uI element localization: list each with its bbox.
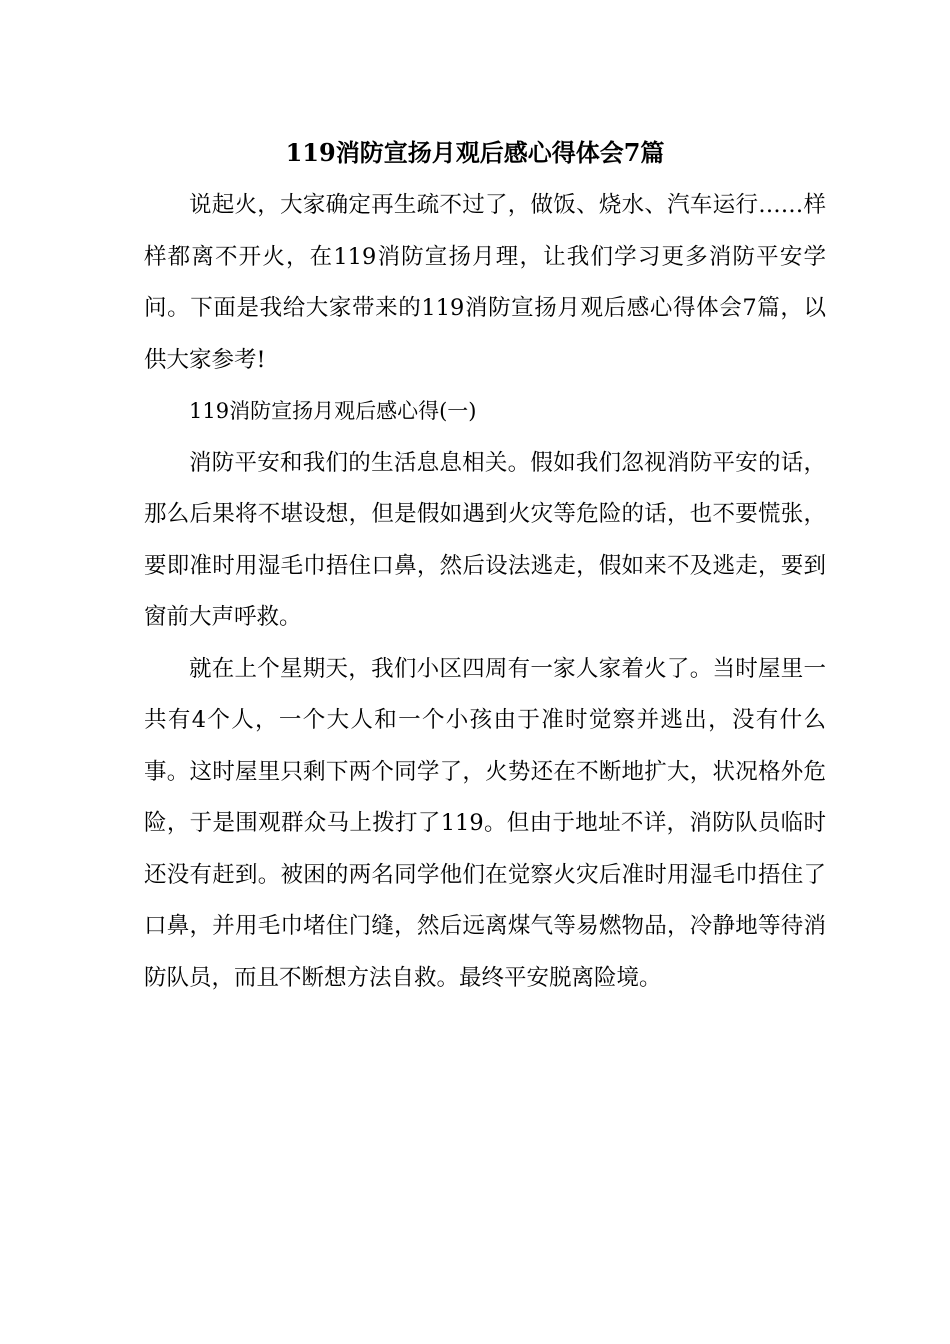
intro-paragraph: 说起火，大家确定再生疏不过了，做饭、烧水、汽车运行……样样都离不开火，在119消防宣扬月理，让我们学习更多消防平安学问。下面是我给大家带来的119消防宣扬月观后感心得体会7篇，以供大家参考! <box>144 192 826 373</box>
section-heading: 119消防宣扬月观后感心得(一) <box>189 399 477 423</box>
document-body <box>144 180 826 1004</box>
body-paragraph: 消防平安和我们的生活息息相关。假如我们忽视消防平安的话，那么后果将不堪设想，但是假如遇到火灾等危险的话，也不要慌张，要即准时用湿毛巾捂住口鼻，然后设法逃走，假如来不及逃走，要到窗前大声呼救。 <box>144 449 826 630</box>
document-title: 119消防宣扬月观后感心得体会7篇 <box>285 138 665 167</box>
body-paragraph: 就在上个星期天，我们小区四周有一家人家着火了。当时屋里一共有4个人，一个大人和一个小孩由于准时觉察并逃出，没有什么事。这时屋里只剩下两个同学了，火势还在不断地扩大，状况格外危险，于是围观群众马上拨打了119。但由于地址不详，消防队员临时还没有赶到。被困的两名同学他们在觉察火灾后准时用湿毛巾捂住了口鼻，并用毛巾堵住门缝，然后远离煤气等易燃物品，冷静地等待消防队员，而且不断想方法自救。最终平安脱离险境。 <box>144 655 826 991</box>
